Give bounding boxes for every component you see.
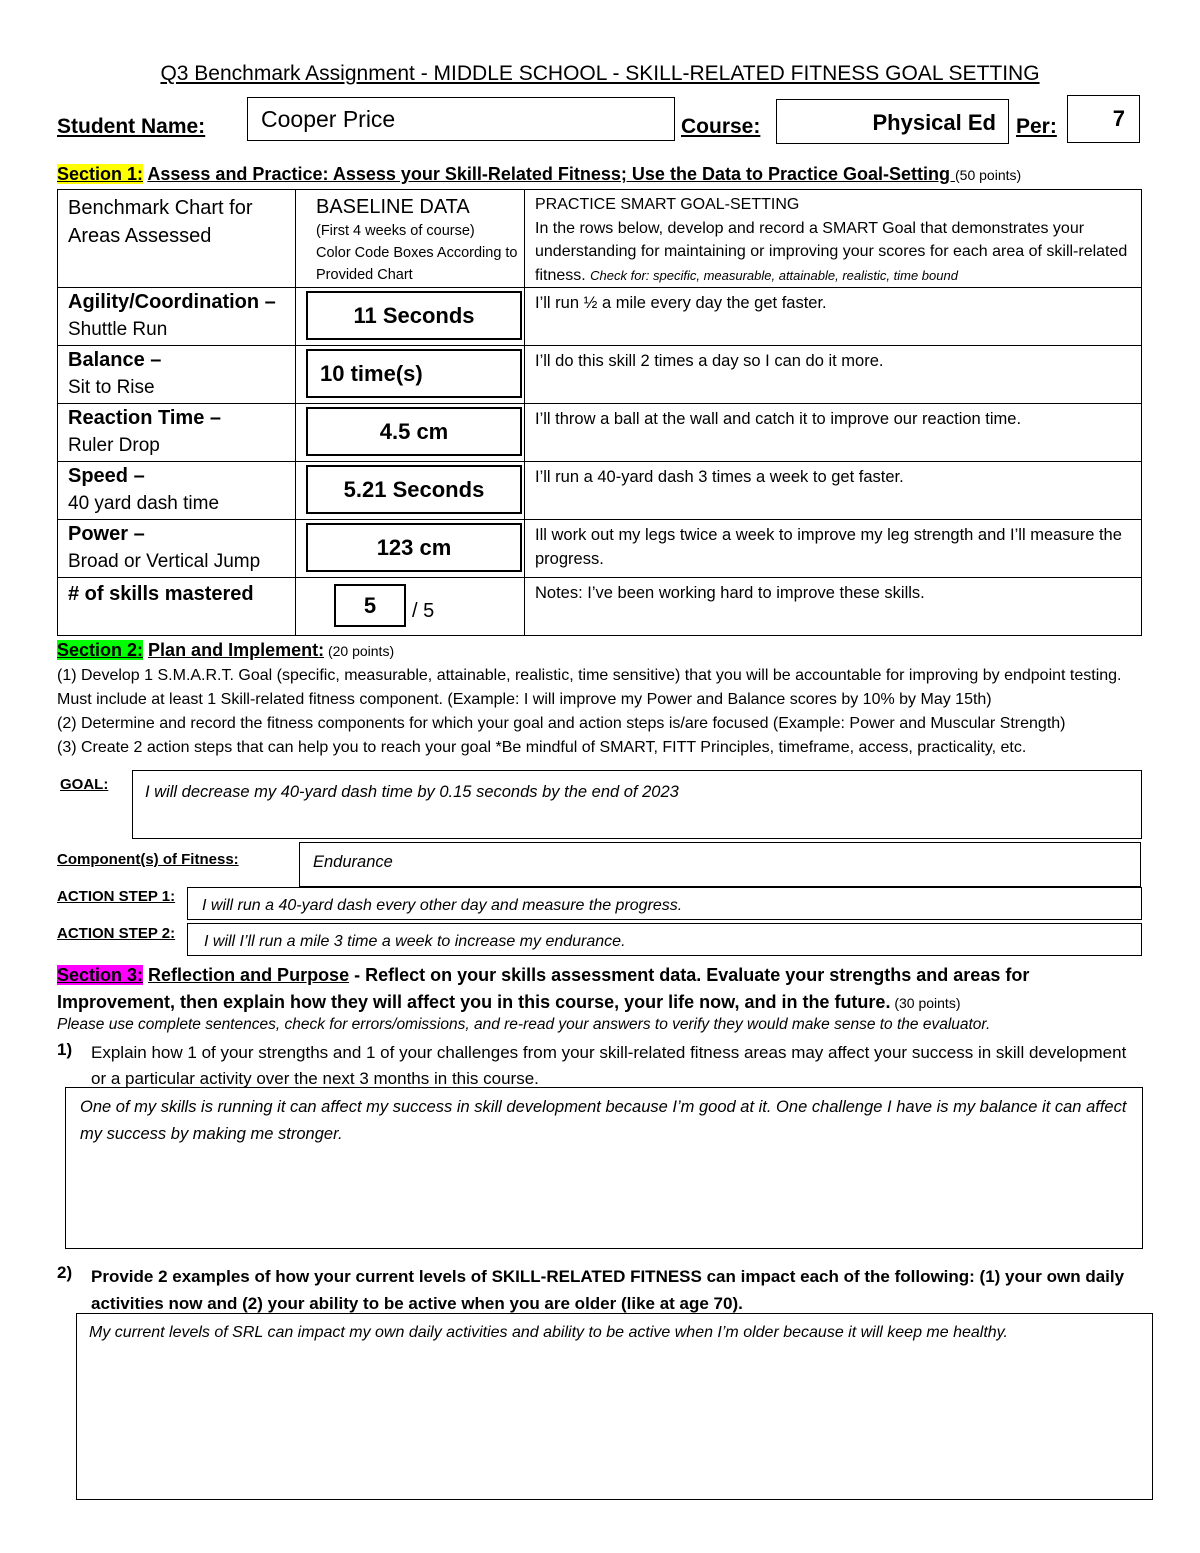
baseline-value[interactable]: 5.21 Seconds — [306, 465, 522, 514]
col1-header: Benchmark Chart for Areas Assessed — [68, 197, 253, 247]
baseline-value[interactable]: 4.5 cm — [306, 407, 522, 456]
goal-label: GOAL: — [60, 776, 109, 793]
baseline-value[interactable]: 11 Seconds — [306, 291, 522, 340]
area-test: Sit to Rise — [68, 377, 155, 398]
area-title: Power – — [68, 523, 145, 545]
mastered-row — [58, 578, 1142, 636]
course-value: Physical Ed — [872, 110, 996, 135]
section3-title: Reflection and Purpose — [148, 965, 350, 985]
goal-value: I will decrease my 40-yard dash time by 0.15 seconds by the end of 2023 — [145, 783, 679, 801]
section3-heading — [57, 962, 1152, 1017]
section2-points: (20 points) — [324, 643, 395, 659]
answer-1-value: One of my skills is running it can affect my success in skill development because I’m good at it. One challenge I have is my balance it can affect my success by making me stronger. — [80, 1098, 1127, 1143]
page-title: Q3 Benchmark Assignment - MIDDLE SCHOOL - SKILL-RELATED FITNESS GOAL SETTING — [160, 62, 1040, 85]
student-name-field[interactable] — [247, 97, 675, 141]
col3-header-title: PRACTICE SMART GOAL-SETTING — [535, 196, 800, 213]
mastered-total: / 5 — [412, 600, 435, 622]
section2-instruction-2: (2) Determine and record the fitness components for which your goal and action steps is/are focused (Example: Power and Muscular Strength) — [57, 715, 1066, 732]
section3-tag: Section 3: — [57, 965, 144, 985]
baseline-value[interactable]: 10 time(s) — [306, 349, 522, 398]
answer-2-value: My current levels of SRL can impact my own daily activities and ability to be active when I’m older because it will keep me healthy. — [89, 1324, 1008, 1341]
section1-title: Assess and Practice: — [147, 164, 329, 184]
component-field[interactable] — [299, 842, 1141, 887]
section2-title: Plan and Implement: — [148, 640, 325, 660]
action-step-1-value: I will run a 40-yard dash every other day and measure the progress. — [202, 897, 683, 914]
benchmark-table — [57, 189, 1142, 636]
notes[interactable]: Notes: I’ve been working hard to improve these skills. — [535, 584, 925, 602]
col3-header-body: In the rows below, develop and record a SMART Goal that demonstrates your understanding for maintaining or improving your scores for each area of skill-related fitness. — [535, 219, 1128, 284]
answer-2-field[interactable] — [76, 1313, 1153, 1500]
area-title: Agility/Coordination – — [68, 291, 276, 313]
action-step-2-label: ACTION STEP 2: — [57, 925, 176, 942]
action-step-1-field[interactable] — [187, 887, 1142, 920]
table-row — [58, 462, 1142, 520]
component-value: Endurance — [313, 853, 393, 871]
student-name-value: Cooper Price — [261, 106, 396, 132]
section1-heading — [57, 164, 1021, 185]
section1-tag: Section 1: — [57, 164, 144, 184]
course-field[interactable] — [776, 99, 1009, 144]
table-row — [58, 288, 1142, 346]
student-name-label: Student Name: — [57, 115, 206, 138]
section1-subtitle: Assess your Skill-Related Fitness; Use the Data to Practice Goal-Setting — [328, 164, 956, 184]
per-label: Per: — [1016, 115, 1057, 138]
table-row — [58, 346, 1142, 404]
mastered-label: # of skills mastered — [68, 583, 254, 605]
area-title: Balance – — [68, 349, 162, 371]
mastered-value[interactable]: 5 — [334, 584, 406, 627]
practice-goal[interactable]: I’ll do this skill 2 times a day so I can do it more. — [535, 352, 884, 370]
area-title: Reaction Time – — [68, 407, 222, 429]
practice-goal[interactable]: I’ll throw a ball at the wall and catch it to improve our reaction time. — [535, 410, 1022, 428]
area-test: 40 yard dash time — [68, 493, 220, 514]
area-test: Broad or Vertical Jump — [68, 551, 261, 572]
section1-points: (50 points) — [955, 167, 1022, 183]
col3-header-check: Check for: specific, measurable, attainable, realistic, time bound — [590, 267, 958, 283]
col2-header-line1: (First 4 weeks of course) — [316, 223, 475, 239]
component-label: Component(s) of Fitness: — [57, 851, 239, 868]
baseline-value[interactable]: 123 cm — [306, 523, 522, 572]
practice-goal[interactable]: Ill work out my legs twice a week to improve my leg strength and I’ll measure the progress. — [535, 526, 1122, 568]
question-2-number: 2) — [57, 1263, 73, 1282]
section3-intro: - Reflect on your skills assessment data. Evaluate your strengths and areas for Improvement, then explain how they will affect you in this course, your life now, and in the future. — [57, 965, 1030, 1012]
period-field[interactable] — [1067, 95, 1140, 143]
action-step-1-label: ACTION STEP 1: — [57, 888, 176, 905]
col2-header-line2: Color Code Boxes According to Provided Chart — [316, 245, 518, 283]
action-step-2-field[interactable] — [187, 923, 1142, 956]
course-label: Course: — [681, 115, 761, 138]
practice-goal[interactable]: I’ll run ½ a mile every day the get faster. — [535, 294, 827, 312]
action-step-2-value: I will I’ll run a mile 3 time a week to increase my endurance. — [204, 933, 626, 950]
table-row — [58, 404, 1142, 462]
section2-heading — [57, 640, 394, 661]
table-row — [58, 520, 1142, 578]
col2-header-title: BASELINE DATA — [316, 196, 470, 218]
area-test: Shuttle Run — [68, 319, 168, 340]
goal-field[interactable] — [132, 770, 1142, 839]
answer-1-field[interactable] — [65, 1087, 1143, 1249]
area-title: Speed – — [68, 465, 145, 487]
question-1-number: 1) — [57, 1040, 73, 1059]
section3-note: Please use complete sentences, check for errors/omissions, and re-read your answers to verify they would make sense to the evaluator. — [57, 1016, 991, 1033]
section2-instruction-1: (1) Develop 1 S.M.A.R.T. Goal (specific, measurable, attainable, realistic, time sensitive) that you will be accountable for improving by endpoint testing. Must include at least 1 Skill-related fitness component. (Example: I will improve my Power and Balance scores by 10% by May 15th) — [57, 667, 1122, 708]
practice-goal[interactable]: I’ll run a 40-yard dash 3 times a week to get faster. — [535, 468, 904, 486]
period-value: 7 — [1112, 106, 1125, 131]
area-test: Ruler Drop — [68, 435, 160, 456]
table-header-row — [58, 190, 1142, 288]
section3-points: (30 points) — [890, 995, 961, 1011]
question-2: Provide 2 examples of how your current levels of SKILL-RELATED FITNESS can impact each of the following: (1) your own daily activities now and (2) your ability to be active when you are older (like at age 70). — [91, 1267, 1125, 1313]
section2-instruction-3: (3) Create 2 action steps that can help you to reach your goal *Be mindful of SMART, FITT Principles, timeframe, access, practicality, etc. — [57, 739, 1027, 756]
section2-tag: Section 2: — [57, 640, 144, 660]
question-1: Explain how 1 of your strengths and 1 of your challenges from your skill-related fitness areas may affect your success in skill development or a particular activity over the next 3 months in this course. — [91, 1043, 1127, 1088]
